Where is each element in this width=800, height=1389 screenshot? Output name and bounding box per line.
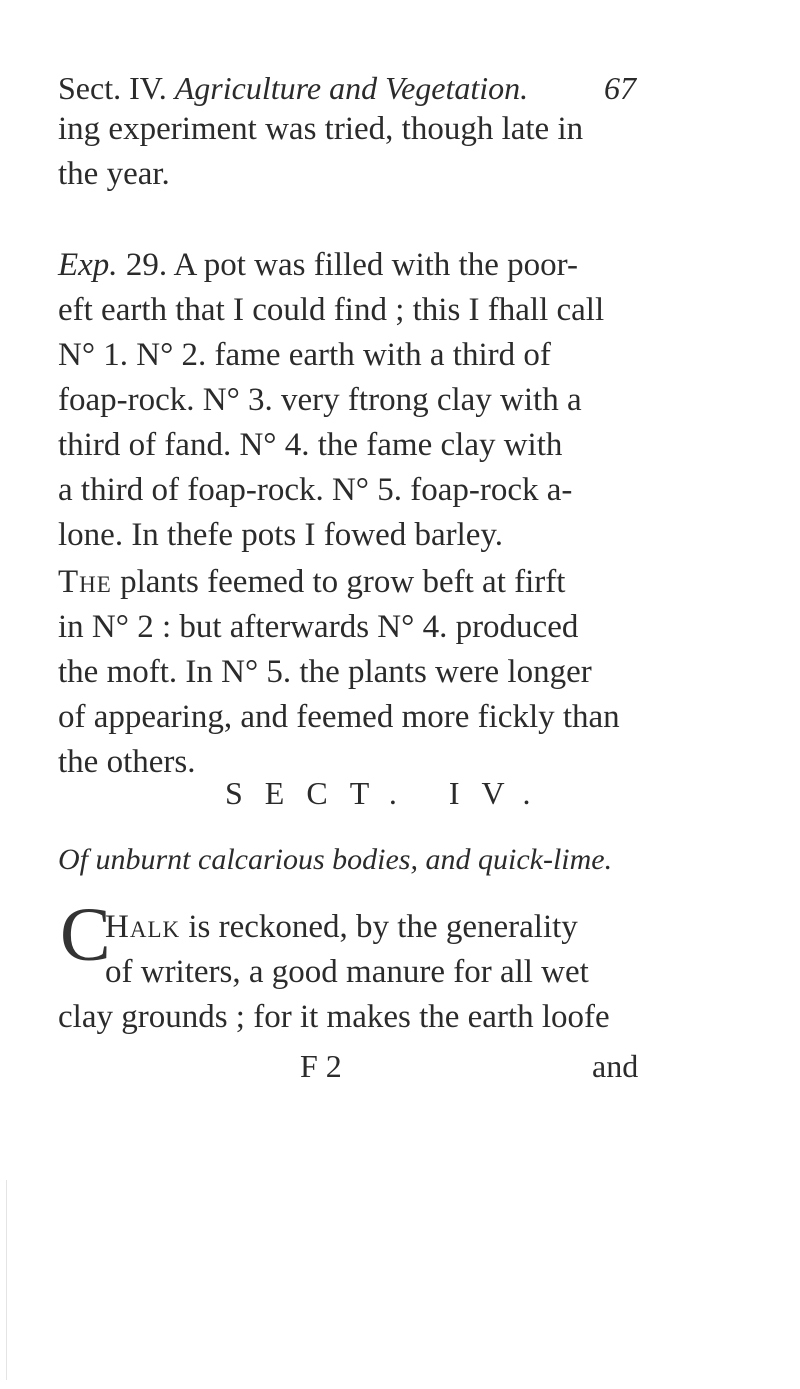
exp-label: Exp. xyxy=(58,247,118,283)
text-line: ing experiment was tried, though late in xyxy=(58,111,584,147)
experiment-29-paragraph xyxy=(58,243,658,558)
chalk-paragraph xyxy=(58,905,658,1040)
plants-paragraph xyxy=(58,560,658,785)
exp-line-text: 29. A pot was filled with the poor- xyxy=(117,247,578,283)
text-line: foap-rock. N° 3. very ftrong clay with a xyxy=(58,382,582,418)
chalk-first-word: Halk xyxy=(105,909,181,945)
running-head-section: Sect. IV. xyxy=(58,70,167,106)
section-heading: SECT. IV. xyxy=(225,775,553,811)
text-line: N° 1. N° 2. fame earth with a third of xyxy=(58,337,551,373)
text-line: the moft. In N° 5. the plants were longer xyxy=(58,654,592,690)
plants-line-text: plants feemed to grow beft at firft xyxy=(111,564,566,600)
text-line: the year. xyxy=(58,156,170,192)
text-line: of writers, a good manure for all wet xyxy=(105,954,589,990)
catchword: and xyxy=(592,1048,639,1084)
section-subtitle: Of unburnt calcarious bodies, and quick-lime. xyxy=(58,843,613,876)
text-line xyxy=(58,243,658,288)
plants-first-word: The xyxy=(58,564,112,600)
page-edge-mark xyxy=(6,1180,7,1380)
text-line: clay grounds ; for it makes the earth loofe xyxy=(58,999,610,1035)
chalk-line-text: is reckoned, by the generality xyxy=(180,909,578,945)
text-line: eft earth that I could find ; this I fhall call xyxy=(58,292,605,328)
intro-paragraph xyxy=(58,107,658,197)
text-line: third of fand. N° 4. the fame clay with xyxy=(58,427,563,463)
text-line: in N° 2 : but afterwards N° 4. produced xyxy=(58,609,579,645)
running-head xyxy=(58,70,528,107)
signature-mark: F 2 xyxy=(300,1048,342,1084)
running-head-title: Agriculture and Vegetation. xyxy=(174,70,529,106)
drop-cap: C xyxy=(60,893,111,977)
text-line: a third of foap-rock. N° 5. foap-rock a- xyxy=(58,472,573,508)
page-number: 67 xyxy=(604,70,636,106)
text-line xyxy=(58,905,658,950)
text-line: lone. In thefe pots I fowed barley. xyxy=(58,517,504,553)
text-line: the others. xyxy=(58,744,196,780)
text-line: of appearing, and feemed more fickly than xyxy=(58,699,620,735)
text-line xyxy=(58,560,658,605)
